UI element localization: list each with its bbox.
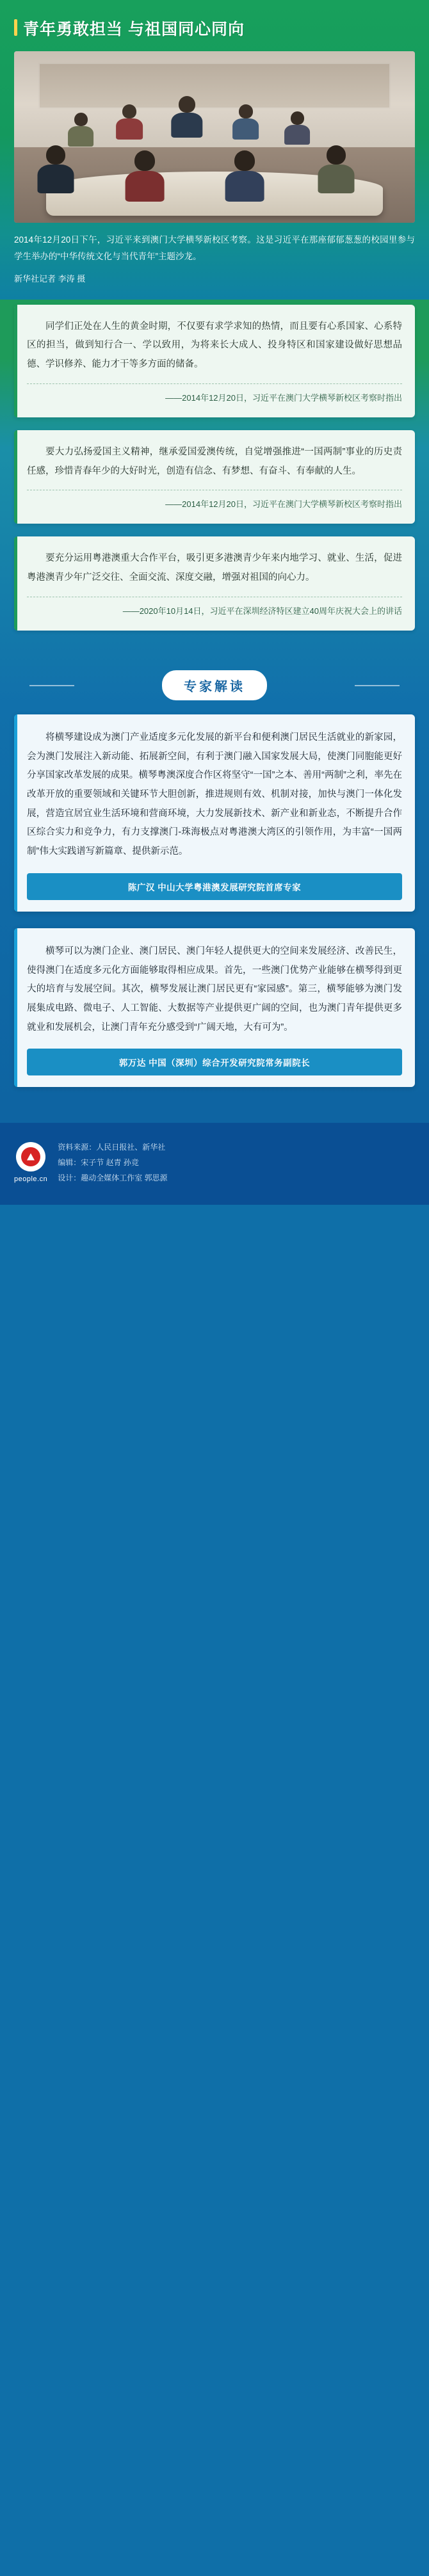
footer-credit-line: 编辑：宋子节 赵青 孙竞 (58, 1158, 139, 1168)
heading-rule-right (355, 685, 400, 686)
footer-credit-line: 资料来源：人民日报社、新华社 (58, 1143, 166, 1152)
logo-mark (21, 1147, 40, 1166)
infographic-page (0, 0, 429, 1205)
quote-list (0, 300, 429, 660)
expert-section (0, 660, 429, 1123)
section-heading (14, 670, 415, 700)
quote-source: ——2020年10月14日，习近平在深圳经济特区建立40周年庆祝大会上的讲话 (122, 606, 402, 616)
photo-person (46, 145, 65, 165)
quote-source: ——2014年12月20日，习近平在澳门大学横琴新校区考察时指出 (165, 392, 402, 403)
quote-card (14, 536, 415, 630)
quote-text: 同学们正处在人生的黄金时期，不仅要有求学求知的热情，而且要有心系国家、心系特区的担当，做到知行合一、学以致用，为将来长大成人、投身特区和国家建设做好思想品德、学识修养、能力才干等多方面的储备。 (27, 321, 402, 370)
photo-person (122, 104, 136, 118)
expert-author: 陈广汉 中山大学粤港澳发展研究院首席专家 (27, 873, 402, 900)
expert-card (14, 928, 415, 1088)
quote-text: 要充分运用粤港澳重大合作平台，吸引更多港澳青少年来内地学习、就业、生活，促进粤港澳青少年广泛交往、全面交流、深度交融，增强对祖国的向心力。 (27, 553, 402, 583)
expert-author: 郭万达 中国（深圳）综合开发研究院常务副院长 (27, 1049, 402, 1075)
quote-source: ——2014年12月20日，习近平在澳门大学横琴新校区考察时指出 (165, 499, 402, 510)
divider (27, 383, 402, 384)
photo-person (134, 150, 155, 171)
footer-credits (58, 1139, 415, 1186)
section-heading-label: 专家解读 (162, 670, 267, 700)
logo-label: people.cn (14, 1175, 48, 1184)
photo-person (179, 96, 195, 113)
photo-person (327, 145, 346, 165)
hero-byline: 新华社记者 李涛 摄 (14, 273, 86, 284)
photo-person (291, 111, 304, 125)
photo-person (74, 113, 88, 126)
footer (0, 1123, 429, 1205)
footer-credit-line: 设计：趣动全媒体工作室 郭思源 (58, 1173, 168, 1183)
page-title: 青年勇敢担当 与祖国同心同向 (14, 17, 415, 40)
hero-photo (14, 51, 415, 223)
expert-text: 横琴可以为澳门企业、澳门居民、澳门年轻人提供更大的空间来发展经济、改善民生，使得澳门在适度多元化方面能够取得相应成果。首先，一些澳门优势产业能够在横琴得到更大的培育与发展空间。其次，横琴发展让澳门居民更有“家园感”。第三，横琴能够为澳门发展集成电路、微电子、人工智能、大数据等产业提供更广阔的空间，也为澳门青年提供更多就业和发展机会，让澳门青年充分感受到“广阔天地，大有可为”。 (27, 946, 402, 1033)
photo-person (234, 150, 255, 171)
expert-card (14, 714, 415, 912)
hero-caption: 2014年12月20日下午，习近平来到澳门大学横琴新校区考察。这是习近平在那座郁郁葱葱的校园里参与学生举办的“中华传统文化与当代青年”主题沙龙。 (14, 235, 415, 262)
people-logo-icon (16, 1142, 45, 1171)
quote-card (14, 305, 415, 417)
hero-section (0, 0, 429, 300)
logo-block (14, 1139, 47, 1183)
quote-text: 要大力弘扬爱国主义精神，继承爱国爱澳传统，自觉增强推进“一国两制”事业的历史责任感，珍惜青春年少的大好时光，创造有信念、有梦想、有奋斗、有奉献的人生。 (27, 446, 402, 476)
quote-card (14, 430, 415, 524)
heading-rule-left (29, 685, 74, 686)
expert-text: 将横琴建设成为澳门产业适度多元化发展的新平台和便利澳门居民生活就业的新家园，会为澳门发展注入新动能、拓展新空间，有利于澳门融入国家发展大局，使澳门同胞能更好分享国家改革发展的成果。横琴粤澳深度合作区将坚守“一国”之本、善用“两制”之利，率先在改革开放的重要领域和关键环节大胆创新，推进规则有效、机制对接，加快与澳门一体化发展，营造宜居宜业生活环境和营商环境，大力发展新技术、新产业和新业态，不断提升合作区综合实力和竞争力，有力支撑澳门-珠海极点对粤港澳大湾区的引领作用，为丰富“一国两制”伟大实践谱写新篇章、提供新示范。 (27, 732, 402, 857)
photo-person (239, 104, 253, 118)
